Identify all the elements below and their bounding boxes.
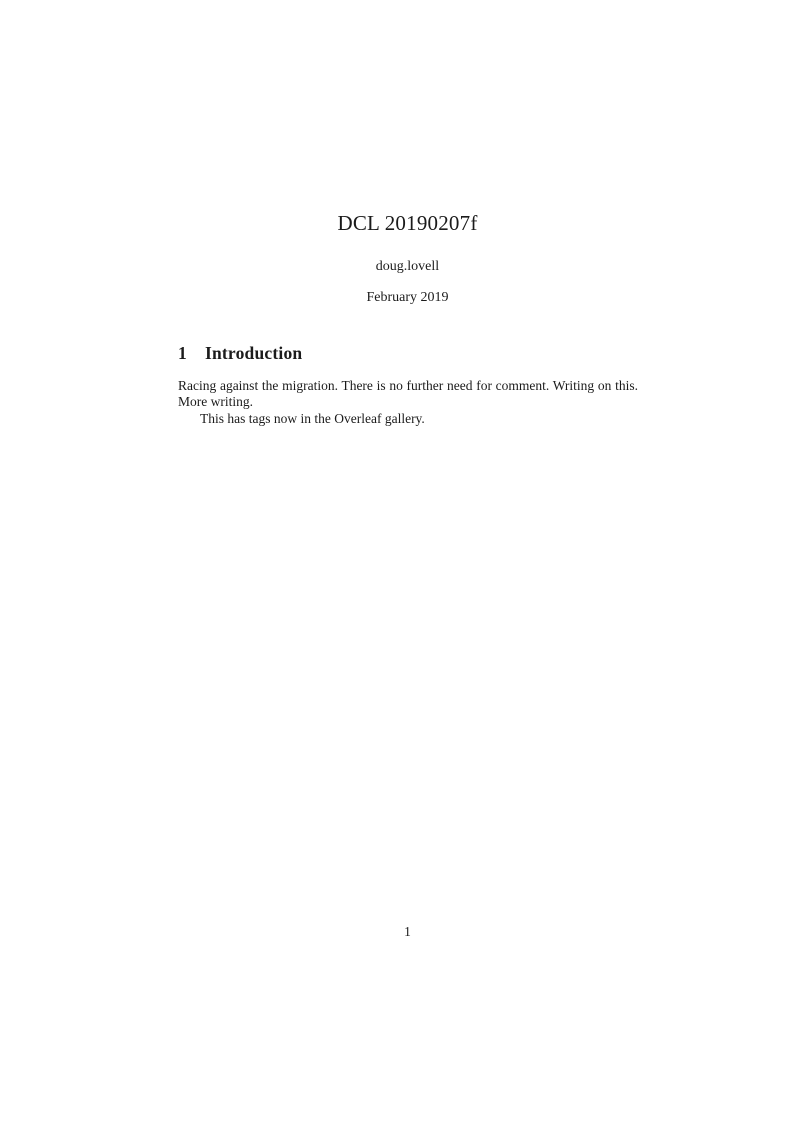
section-heading	[178, 343, 637, 364]
section-title: Introduction	[204, 343, 303, 363]
document-title: DCL 20190207f	[337, 211, 478, 235]
page-number: 1	[404, 924, 411, 939]
document-body	[178, 378, 638, 427]
paragraph: Racing against the migration. There is no further need for comment. Writing on this. More writing.	[178, 378, 638, 410]
paragraph: This has tags now in the Overleaf gallery.	[200, 410, 425, 426]
document-date: February 2019	[366, 290, 449, 305]
document-author: doug.lovell	[375, 259, 440, 274]
section-number: 1	[178, 343, 187, 363]
